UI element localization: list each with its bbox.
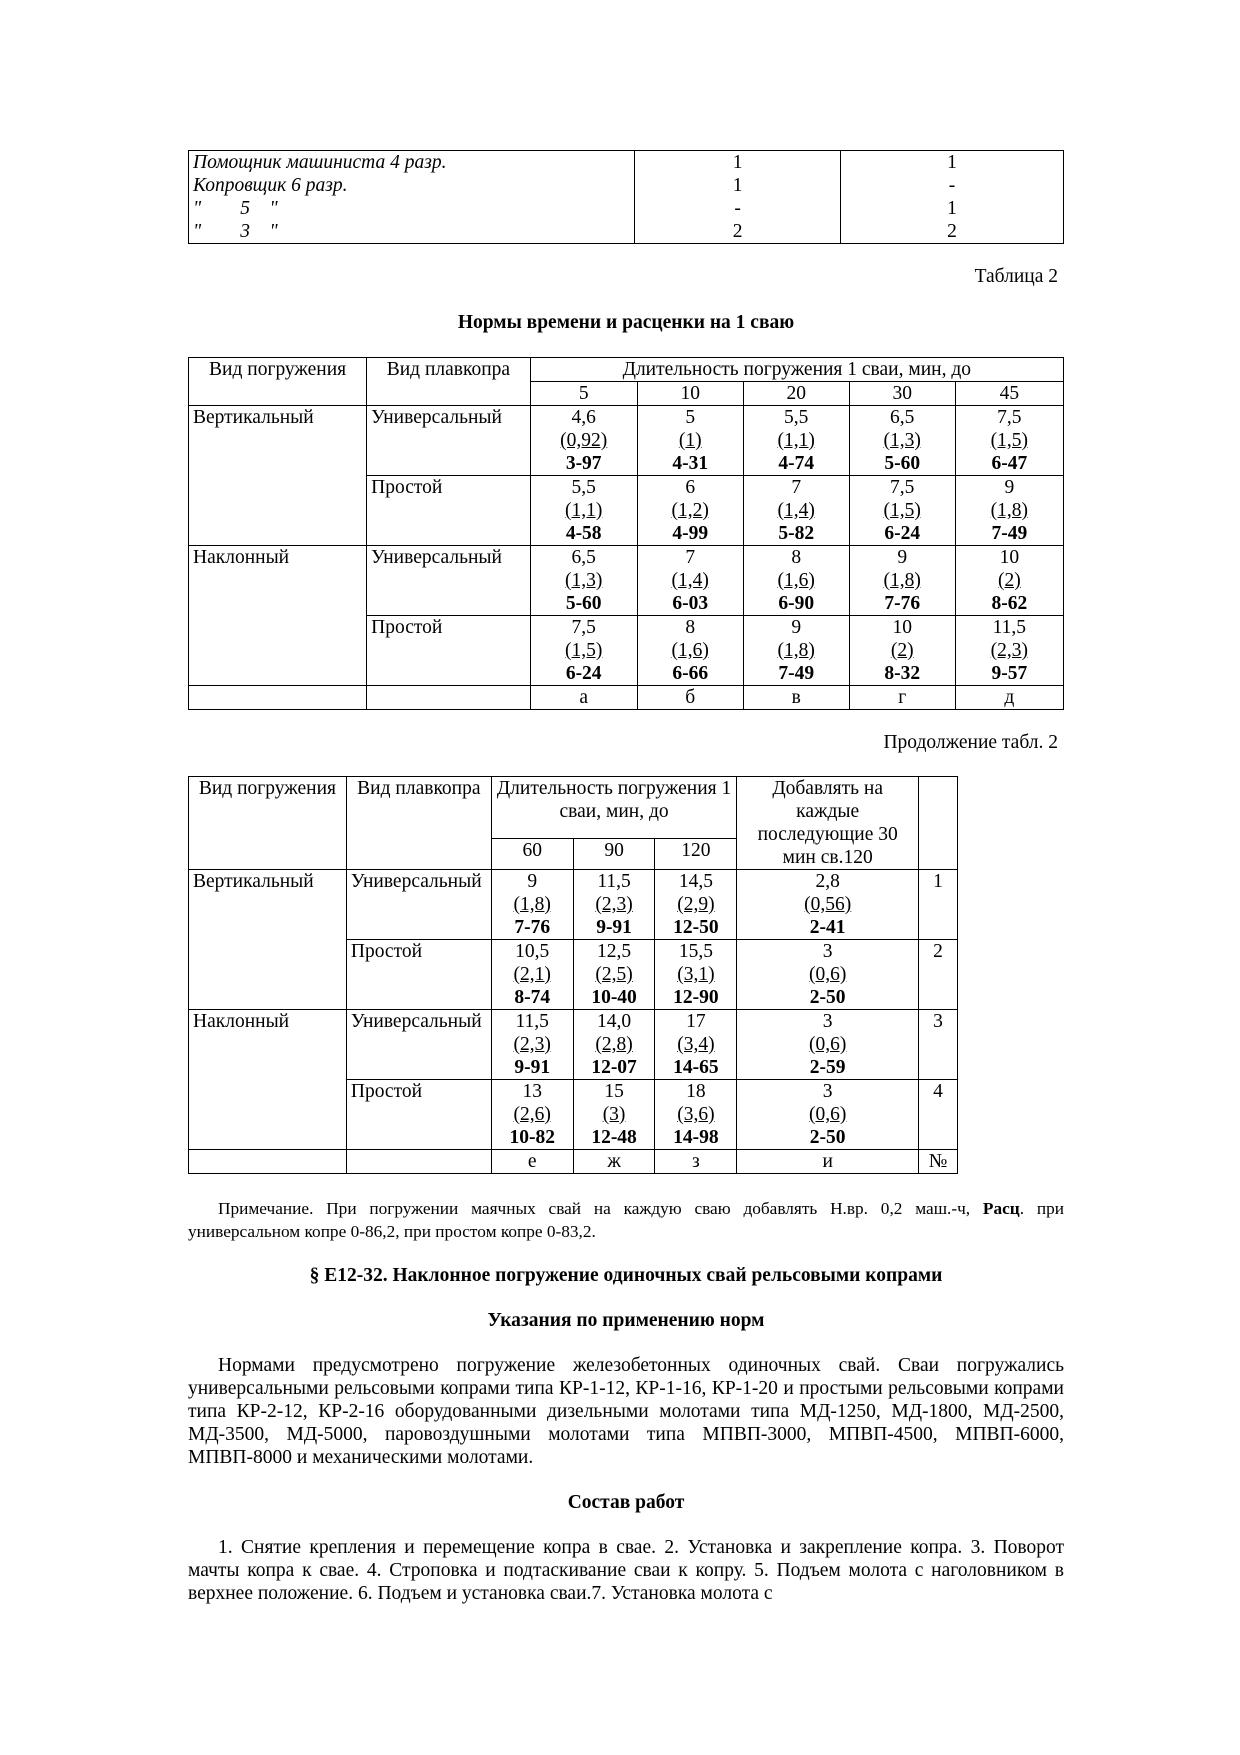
machine-hours: (1,5): [883, 500, 921, 521]
machine-hours: (1,6): [671, 640, 709, 661]
pile-type: Вертикальный: [189, 870, 347, 1010]
norm-time: 14,0: [597, 1011, 632, 1032]
crew-count: -: [635, 197, 841, 220]
duration-header: 20: [743, 382, 849, 406]
value-cell: [637, 406, 743, 476]
value-cell: [737, 1010, 919, 1080]
value-cell: [849, 476, 955, 546]
crew-count: 1: [840, 197, 1063, 220]
rate: 2-50: [809, 987, 846, 1008]
norm-time: 5,5: [784, 407, 809, 428]
document-page: [188, 150, 1064, 1605]
norm-time: 10,5: [515, 941, 550, 962]
table2-label: Таблица 2: [974, 266, 1058, 287]
rate: 8-32: [884, 663, 921, 684]
norm-time: 4,6: [571, 407, 596, 428]
machine-hours: (2,3): [595, 894, 633, 915]
machine-hours: (1,3): [565, 570, 603, 591]
column-letter: е: [491, 1150, 573, 1174]
norm-time: 2,8: [815, 871, 840, 892]
norms-table-continued: [188, 776, 958, 1174]
rate: 2-41: [809, 917, 846, 938]
rate: 4-58: [565, 523, 602, 544]
norm-time: 7,5: [571, 617, 596, 638]
header-duration: Длительность погружения 1 сваи, мин, до: [491, 777, 736, 839]
value-cell: [637, 616, 743, 686]
table-row: [189, 197, 1064, 220]
rig-type: Универсальный: [346, 870, 491, 940]
rig-type: Простой: [346, 1080, 491, 1150]
column-letter: д: [955, 686, 1063, 710]
row-number: 4: [919, 1080, 958, 1150]
rig-type: Универсальный: [367, 406, 530, 476]
value-cell: [637, 546, 743, 616]
rig-type: Простой: [367, 476, 530, 546]
norm-time: 10: [892, 617, 912, 638]
value-cell: [655, 870, 737, 940]
crew-count: 1: [635, 151, 841, 175]
rate: 12-90: [673, 987, 719, 1008]
norm-time: 5: [685, 407, 696, 428]
table-row: [189, 151, 1064, 175]
value-cell: [743, 406, 849, 476]
header-number-blank: [919, 777, 958, 870]
header-additional: Добавлять на каждые последующие 30 мин св.120: [737, 777, 919, 870]
machine-hours: (3,4): [677, 1034, 715, 1055]
norms-table: [188, 357, 1064, 710]
value-cell: [573, 940, 655, 1010]
table2-title: Нормы времени и расценки на 1 сваю: [457, 312, 795, 333]
norm-time: 11,5: [992, 617, 1027, 638]
rate: 4-99: [672, 523, 709, 544]
machine-hours: (1,4): [777, 500, 815, 521]
norm-time: 18: [686, 1081, 706, 1102]
norm-time: 9: [791, 617, 802, 638]
value-cell: [743, 616, 849, 686]
duration-header: 120: [655, 838, 737, 869]
norm-time: 9: [527, 871, 538, 892]
value-cell: [491, 870, 573, 940]
rate: 5-60: [565, 593, 602, 614]
value-cell: [573, 870, 655, 940]
machine-hours: (0,6): [808, 964, 847, 985]
section-title: § Е12-32. Наклонное погружение одиночных свай рельсовыми копрами: [309, 1264, 943, 1286]
norm-time: 7: [791, 477, 802, 498]
rate: 3-97: [565, 453, 602, 474]
value-cell: [743, 546, 849, 616]
machine-hours: (1,5): [565, 640, 603, 661]
column-letter: ж: [573, 1150, 655, 1174]
machine-hours: (2,8): [595, 1034, 633, 1055]
letters-row: [189, 1150, 958, 1174]
rate: 7-76: [884, 593, 921, 614]
norm-time: 12,5: [597, 941, 632, 962]
instructions-text: Нормами предусмотрено погружение железобетонных одиночных свай. Сваи погружались универсальными рельсовыми копрами типа КР-1-12, КР-1-16, КР-1-20 и простыми рельсовыми копрами типа КР-2-12, КР-2-16 оборудованными дизельными молотами типа МД-1250, МД-1800, МД-2500, МД-3500, МД-5000, паровоздушными молотами типа МПВП-3000, МПВП-4500, МПВП-6000, МПВП-8000 и механическими молотами.: [188, 1354, 1064, 1468]
norm-time: 9: [897, 547, 908, 568]
rig-type: Универсальный: [346, 1010, 491, 1080]
rate: 4-31: [672, 453, 709, 474]
duration-header: 90: [573, 838, 655, 869]
value-cell: [573, 1010, 655, 1080]
norm-time: 6: [685, 477, 696, 498]
norm-time: 6,5: [890, 407, 915, 428]
value-cell: [955, 546, 1063, 616]
pile-type: Наклонный: [189, 1010, 347, 1150]
value-cell: [655, 1010, 737, 1080]
machine-hours: (3,6): [677, 1104, 715, 1125]
norm-time: 7,5: [997, 407, 1022, 428]
norm-time: 3: [822, 1081, 833, 1102]
norm-time: 3: [822, 1011, 833, 1032]
rate: 7-49: [778, 663, 815, 684]
machine-hours: (1,8): [990, 500, 1029, 521]
value-cell: [573, 1080, 655, 1150]
rate: 10-40: [591, 987, 637, 1008]
duration-header: 10: [637, 382, 743, 406]
machine-hours: (2): [890, 640, 914, 661]
rate: 6-90: [778, 593, 815, 614]
machine-hours: (2,9): [677, 894, 715, 915]
value-cell: [530, 616, 637, 686]
machine-hours: (2,1): [513, 964, 551, 985]
norm-time: 9: [1004, 477, 1015, 498]
crew-count: 1: [840, 151, 1063, 175]
number-label: №: [919, 1150, 958, 1174]
machine-hours: (1,8): [883, 570, 921, 591]
value-cell: [530, 476, 637, 546]
crew-count: -: [840, 174, 1063, 197]
machine-hours: (1,3): [883, 430, 921, 451]
norm-time: 10: [999, 547, 1020, 568]
table-row: [189, 870, 958, 940]
machine-hours: (2,3): [513, 1034, 551, 1055]
duration-header: 45: [955, 382, 1063, 406]
rate: 10-82: [509, 1127, 555, 1148]
crew-count: 2: [635, 220, 841, 244]
value-cell: [737, 940, 919, 1010]
crew-count: 2: [840, 220, 1063, 244]
machine-hours: (1,8): [777, 640, 815, 661]
crew-role: Помощник машиниста 4 разр.: [189, 151, 635, 175]
value-cell: [530, 406, 637, 476]
value-cell: [530, 546, 637, 616]
value-cell: [655, 940, 737, 1010]
norm-time: 8: [791, 547, 802, 568]
empty-cell: [367, 686, 530, 710]
rate: 9-91: [514, 1057, 551, 1078]
norm-time: 7,5: [890, 477, 915, 498]
rate: 9-91: [596, 917, 632, 938]
rate: 12-48: [591, 1127, 637, 1148]
machine-hours: (2,3): [990, 640, 1029, 661]
column-letter: б: [637, 686, 743, 710]
machine-hours: (3): [602, 1104, 626, 1125]
machine-hours: (1,1): [777, 430, 815, 451]
machine-hours: (1,1): [565, 500, 603, 521]
rate: 6-24: [884, 523, 921, 544]
rate: 9-57: [991, 663, 1028, 684]
machine-hours: (1,5): [990, 430, 1029, 451]
rate: 7-49: [991, 523, 1028, 544]
header-rig: Вид плавкопра: [367, 358, 530, 406]
value-cell: [655, 1080, 737, 1150]
column-letter: г: [849, 686, 955, 710]
value-cell: [637, 476, 743, 546]
row-number: 2: [919, 940, 958, 1010]
value-cell: [849, 406, 955, 476]
rate: 8-74: [514, 987, 551, 1008]
machine-hours: (1,6): [777, 570, 815, 591]
rate: 2-50: [809, 1127, 846, 1148]
pile-type: Наклонный: [189, 546, 367, 686]
rate: 6-47: [991, 453, 1028, 474]
norm-time: 14,5: [678, 871, 713, 892]
table-note: Примечание. При погружении маячных свай на каждую сваю добавлять Н.вр. 0,2 маш.-ч, Расц. при универсальном копре 0-86,2, при простом копре 0-83,2.: [188, 1199, 1064, 1241]
duration-header: 60: [491, 838, 573, 869]
crew-table: [188, 150, 1064, 244]
machine-hours: (1,8): [513, 894, 551, 915]
crew-count: 1: [635, 174, 841, 197]
norm-time: 3: [822, 941, 833, 962]
empty-cell: [189, 686, 367, 710]
rate: 5-60: [884, 453, 921, 474]
letters-row: [189, 686, 1064, 710]
work-text: 1. Снятие крепления и перемещение копра в свае. 2. Установка и закрепление копра. 3. Поворот мачты копра к свае. 4. Строповка и подтаскивание сваи к копру. 5. Подъем молота с наголовником в верхнее положение. 6. Подъем и установка сваи.7. Установка молота с: [188, 1536, 1064, 1604]
rate: 5-82: [778, 523, 815, 544]
norm-time: 6,5: [571, 547, 596, 568]
rate: 6-24: [565, 663, 602, 684]
column-letter: а: [530, 686, 637, 710]
norm-time: 11,5: [597, 871, 631, 892]
machine-hours: (0,56): [804, 894, 852, 915]
header-type: Вид погружения: [189, 358, 367, 406]
table-row: [189, 220, 1064, 244]
header-type: Вид погружения: [189, 777, 347, 870]
empty-cell: [346, 1150, 491, 1174]
header-duration: Длительность погружения 1 сваи, мин, до: [530, 358, 1063, 382]
value-cell: [491, 940, 573, 1010]
rate: 2-59: [809, 1057, 846, 1078]
value-cell: [955, 406, 1063, 476]
rate: 12-50: [673, 917, 719, 938]
row-number: 1: [919, 870, 958, 940]
machine-hours: (1,2): [671, 500, 709, 521]
rate: 12-07: [591, 1057, 637, 1078]
row-number: 3: [919, 1010, 958, 1080]
norm-time: 15: [604, 1081, 624, 1102]
rate: 6-03: [672, 593, 709, 614]
norm-time: 13: [522, 1081, 542, 1102]
duration-header: 30: [849, 382, 955, 406]
pile-type: Вертикальный: [189, 406, 367, 546]
machine-hours: (3,1): [677, 964, 715, 985]
norm-time: 17: [686, 1011, 706, 1032]
value-cell: [737, 870, 919, 940]
machine-hours: (0,92): [560, 430, 608, 451]
header-rig: Вид плавкопра: [346, 777, 491, 870]
crew-role: " 3 ": [189, 220, 635, 244]
norm-time: 5,5: [571, 477, 596, 498]
empty-cell: [189, 1150, 347, 1174]
column-letter: и: [737, 1150, 919, 1174]
rate: 14-98: [673, 1127, 719, 1148]
rate: 4-74: [778, 453, 815, 474]
table-row: [189, 174, 1064, 197]
machine-hours: (1): [678, 430, 702, 451]
crew-role: " 5 ": [189, 197, 635, 220]
norm-time: 8: [685, 617, 696, 638]
rate: 6-66: [672, 663, 709, 684]
rig-type: Простой: [346, 940, 491, 1010]
value-cell: [737, 1080, 919, 1150]
machine-hours: (2): [997, 570, 1021, 591]
instructions-title: Указания по применению норм: [487, 1309, 765, 1331]
table-row: [189, 406, 1064, 476]
value-cell: [743, 476, 849, 546]
norm-time: 11,5: [515, 1011, 549, 1032]
machine-hours: (0,6): [808, 1104, 847, 1125]
table-row: [189, 546, 1064, 616]
norm-time: 15,5: [678, 941, 713, 962]
column-letter: з: [655, 1150, 737, 1174]
value-cell: [955, 616, 1063, 686]
rate: 14-65: [673, 1057, 719, 1078]
rig-type: Универсальный: [367, 546, 530, 616]
rig-type: Простой: [367, 616, 530, 686]
value-cell: [955, 476, 1063, 546]
machine-hours: (2,6): [513, 1104, 551, 1125]
machine-hours: (2,5): [595, 964, 633, 985]
crew-role: Копровщик 6 разр.: [189, 174, 635, 197]
norm-time: 7: [685, 547, 696, 568]
work-title: Состав работ: [567, 1491, 685, 1513]
rate: 8-62: [991, 593, 1028, 614]
value-cell: [849, 546, 955, 616]
value-cell: [491, 1010, 573, 1080]
table2-continuation-label: Продолжение табл. 2: [883, 732, 1058, 753]
value-cell: [849, 616, 955, 686]
duration-header: 5: [530, 382, 637, 406]
value-cell: [491, 1080, 573, 1150]
column-letter: в: [743, 686, 849, 710]
machine-hours: (0,6): [808, 1034, 847, 1055]
table-row: [189, 1010, 958, 1080]
machine-hours: (1,4): [671, 570, 709, 591]
rate: 7-76: [514, 917, 551, 938]
